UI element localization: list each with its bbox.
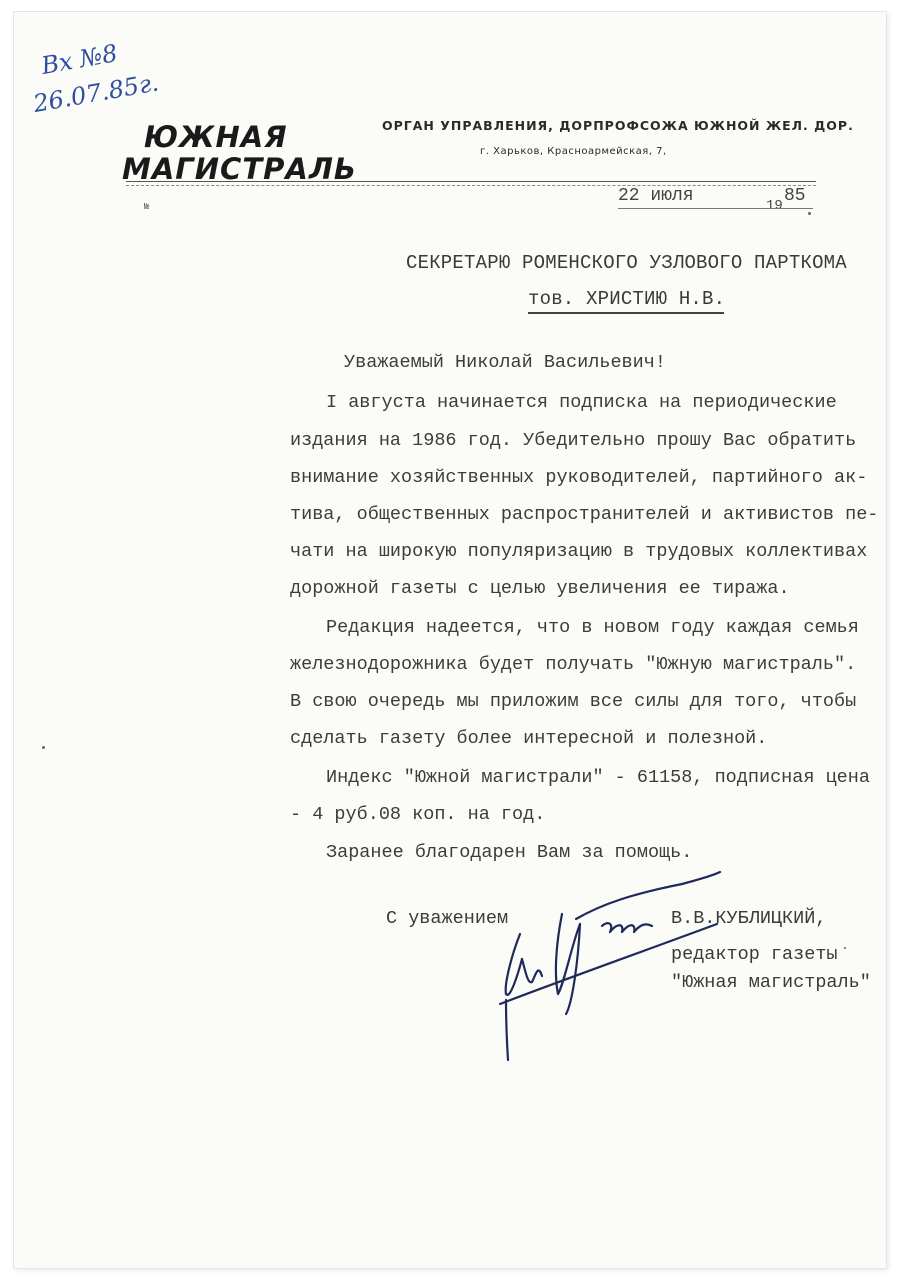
registration-date: 26.07.85г.	[31, 68, 161, 118]
body-line: внимание хозяйственных руководителей, партийного ак-	[290, 467, 868, 488]
body-line: В свою очередь мы приложим все силы для того, чтобы	[290, 691, 857, 712]
body-line: сделать газету более интересной и полезной.	[290, 728, 768, 749]
body-line: - 4 руб.08 коп. на год.	[290, 804, 546, 825]
addressee-underline	[528, 312, 724, 314]
masthead-rule-dashed	[126, 185, 816, 186]
letter-sheet	[14, 12, 886, 1268]
salutation: Уважаемый Николай Васильевич!	[344, 352, 666, 373]
signatory-title: редактор газеты	[671, 944, 838, 965]
body-line: дорожной газеты с целью увеличения ее тиража.	[290, 578, 790, 599]
paper-speck	[844, 947, 846, 949]
closing-phrase: С уважением	[386, 908, 509, 929]
signatory-newspaper: "Южная магистраль"	[671, 972, 871, 993]
body-line: чати на широкую популяризацию в трудовых коллективах	[290, 541, 868, 562]
registration-number: Вх №8	[39, 39, 120, 80]
masthead-address: г. Харьков, Красноармейская, 7,	[480, 146, 667, 157]
date-year-suffix: 85	[784, 186, 806, 206]
signatory-name: В.В.КУБЛИЦКИЙ,	[671, 908, 827, 929]
date-underline	[618, 208, 813, 209]
addressee-line-2: тов. ХРИСТИЮ Н.В.	[528, 288, 726, 310]
body-line: I августа начинается подписка на периодические	[326, 392, 837, 413]
masthead-name-bottom: МАГИСТРАЛЬ	[122, 152, 358, 186]
addressee-line-1: СЕКРЕТАРЮ РОМЕНСКОГО УЗЛОВОГО ПАРТКОМА	[406, 252, 847, 274]
paper-speck	[42, 746, 45, 749]
letter-date: 22 июля	[618, 186, 694, 206]
body-line: железнодорожника будет получать "Южную магистраль".	[290, 654, 857, 675]
masthead-rule	[126, 181, 816, 182]
handwritten-signature	[492, 864, 732, 1064]
body-line: тива, общественных распространителей и активистов пе-	[290, 504, 879, 525]
paper-speck	[808, 212, 811, 215]
date-year-prefix: 19	[766, 198, 783, 214]
masthead-name-top: ЮЖНАЯ	[144, 120, 288, 154]
body-line: Индекс "Южной магистрали" - 61158, подписная цена	[326, 767, 870, 788]
body-line: Заранее благодарен Вам за помощь.	[326, 842, 693, 863]
body-line: Редакция надеется, что в новом году каждая семья	[326, 617, 859, 638]
masthead-org: ОРГАН УПРАВЛЕНИЯ, ДОРПРОФСОЖА ЮЖНОЙ ЖЕЛ. ДОР.	[382, 118, 854, 133]
body-line: издания на 1986 год. Убедительно прошу Вас обратить	[290, 430, 857, 451]
number-mark: №	[144, 202, 150, 212]
